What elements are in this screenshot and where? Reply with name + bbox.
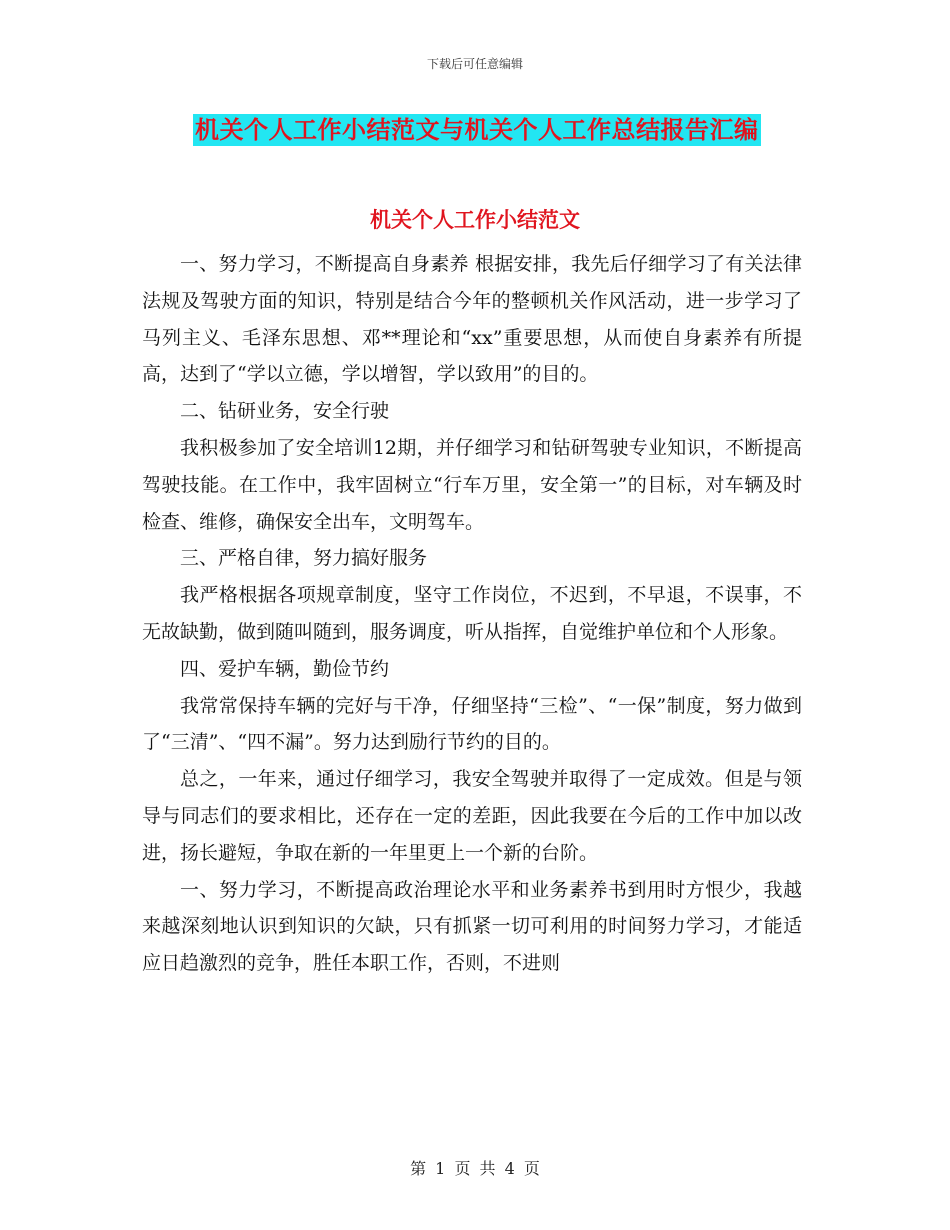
paragraph: 我积极参加了安全培训12期，并仔细学习和钻研驾驶专业知识，不断提高驾驶技能。在工作中，我牢固树立“行车万里，安全第一”的目标，对车辆及时检查、维修，确保安全出车，文明驾车。	[142, 436, 802, 533]
header-note: 下载后可任意编辑	[426, 57, 523, 71]
paragraph: 三、严格自律，努力搞好服务	[180, 547, 428, 570]
body-text	[142, 246, 802, 982]
paragraph: 总之，一年来，通过仔细学习，我安全驾驶并取得了一定成效。但是与领导与同志们的要求相比，还存在一定的差距，因此我要在今后的工作中加以改进，扬长避短，争取在新的一年里更上一个新的台阶。	[142, 768, 802, 864]
paragraph: 二、钻研业务，安全行驶	[180, 400, 390, 423]
paragraph: 我严格根据各项规章制度，坚守工作岗位，不迟到，不早退，不误事，不无故缺勤，做到随叫随到，服务调度，听从指挥，自觉维护单位和个人形象。	[142, 584, 802, 643]
main-title: 机关个人工作小结范文与机关个人工作总结报告汇编	[195, 115, 759, 144]
paragraph: 我常常保持车辆的完好与干净，仔细坚持“三检”、“一保”制度，努力做到了“三清”、“四不漏”。努力达到励行节约的目的。	[142, 694, 802, 754]
paragraph: 四、爱护车辆，勤俭节约	[180, 657, 390, 680]
paragraph: 一、努力学习，不断提高政治理论水平和业务素养书到用时方恨少，我越来越深刻地认识到知识的欠缺，只有抓紧一切可利用的时间努力学习，才能适应日趋激烈的竞争，胜任本职工作，否则，不进则	[142, 878, 802, 975]
main-title-wrap	[193, 114, 761, 146]
section-title: 机关个人工作小结范文	[370, 207, 580, 232]
paragraph: 一、努力学习，不断提高自身素养 根据安排，我先后仔细学习了有关法律法规及驾驶方面的知识，特别是结合今年的整顿机关作风活动，进一步学习了马列主义、毛泽东思想、邓**理论和“xx”重要思想，从而使自身素养有所提高，达到了“学以立德，学以增智，学以致用”的目的。	[142, 253, 802, 386]
page-footer: 第 1 页 共 4 页	[410, 1159, 540, 1178]
